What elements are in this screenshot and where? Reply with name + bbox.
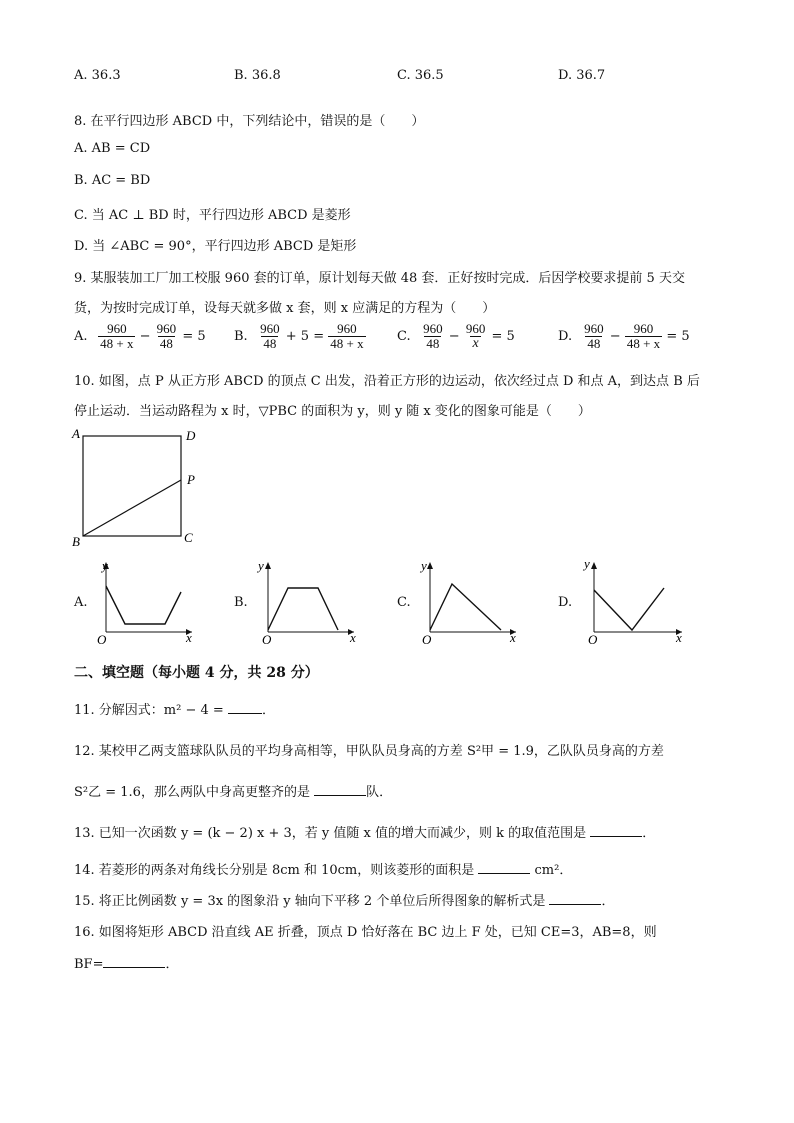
- section-2-title: 二、填空题（每小题 4 分，共 28 分）: [74, 665, 319, 681]
- q9-option-c-label: C.: [397, 329, 411, 344]
- q9-a-fraction-1: $\frac{960}{48 + x}$: [100, 321, 134, 351]
- q8-option-c: C. 当 AC ⊥ BD 时，平行四边形 ABCD 是菱形: [74, 208, 351, 223]
- q12-line2-text: S²乙 = 1.6，那么两队中身高更整齐的是: [74, 785, 310, 800]
- q8-option-d: D. 当 ∠ABC = 90°，平行四边形 ABCD 是矩形: [74, 239, 357, 254]
- q9-c-fraction-1: $\frac{960}{48}$: [423, 321, 443, 351]
- svg-text:O: O: [97, 632, 107, 646]
- q12-answer-blank[interactable]: [314, 784, 366, 796]
- q9-stem-line2: 货，为按时完成订单，设每天就多做 x 套，则 x 应满足的方程为（ ）: [74, 301, 496, 316]
- q9-option-c: [397, 322, 515, 351]
- q7-option-c: C. 36.5: [397, 68, 444, 83]
- q10-graph-d: [578, 556, 688, 646]
- q9-c-minus: −: [448, 329, 460, 344]
- svg-text:x: x: [510, 630, 516, 645]
- q15-answer-blank[interactable]: [549, 893, 601, 905]
- label-a: A: [72, 426, 80, 441]
- q16-period: ．: [165, 957, 179, 972]
- q10-stem-line2: 停止运动．当运动路程为 x 时，▽PBC 的面积为 y，则 y 随 x 变化的图象可能是（ ）: [74, 404, 591, 419]
- q9-c-fraction-2: $\frac{960}{x}$: [465, 321, 486, 351]
- q9-b-fraction-2: $\frac{960}{48 + x}$: [330, 321, 364, 351]
- q9-a-fraction-2: $\frac{960}{48}$: [156, 321, 177, 351]
- q10-graph-b-label: B.: [234, 595, 248, 610]
- svg-text:O: O: [262, 632, 272, 646]
- q7-option-b: B. 36.8: [234, 68, 281, 83]
- q16-line2: [74, 953, 178, 972]
- q11-period: ．: [261, 703, 275, 718]
- q8-option-b: B. AC = BD: [74, 173, 151, 188]
- svg-text:x: x: [350, 630, 356, 645]
- segment-bp: [83, 480, 181, 536]
- q10-graph-a-label: A.: [74, 595, 88, 610]
- svg-text:y: y: [258, 558, 264, 573]
- square-abcd: [83, 436, 181, 536]
- q14-answer-blank[interactable]: [478, 862, 530, 874]
- q14-unit: cm²．: [534, 863, 573, 878]
- q8-option-a: A. AB = CD: [74, 141, 151, 156]
- svg-text:x: x: [186, 630, 192, 645]
- label-p: P: [187, 472, 195, 487]
- q9-d-fraction-1: $\frac{960}{48}$: [584, 321, 604, 351]
- q12-line2: [74, 781, 392, 800]
- q13-period: ．: [642, 826, 656, 841]
- q9-d-equals: = 5: [666, 329, 690, 344]
- q14: [74, 859, 572, 878]
- q12-line1: 12. 某校甲乙两支篮球队队员的平均身高相等，甲队队员身高的方差 S²甲 = 1.9，乙队队员身高的方差: [74, 744, 664, 759]
- q9-option-b-label: B.: [234, 329, 248, 344]
- q11-answer-blank[interactable]: [228, 702, 262, 714]
- q9-a-equals: = 5: [182, 329, 206, 344]
- q11-text: 11. 分解因式：m² − 4 =: [74, 703, 224, 718]
- q10-square-figure: [66, 424, 206, 552]
- q14-text: 14. 若菱形的两条对角线长分别是 8cm 和 10cm，则该菱形的面积是: [74, 863, 475, 878]
- q9-c-equals: = 5: [491, 329, 515, 344]
- q9-stem-line1: 9. 某服装加工厂加工校服 960 套的订单，原计划每天做 48 套．正好按时完成．后因学校要求提前 5 天交: [74, 271, 685, 286]
- q7-option-a: A. 36.3: [74, 68, 121, 83]
- q9-b-fraction-1: $\frac{960}{48}$: [260, 321, 280, 351]
- q13-text: 13. 已知一次函数 y = (k − 2) x + 3，若 y 值随 x 值的增大而减少，则 k 的取值范围是: [74, 826, 587, 841]
- q9-b-plus: + 5 =: [285, 329, 325, 344]
- q16-line2-text: BF=: [74, 957, 104, 972]
- q8-stem: 8. 在平行四边形 ABCD 中，下列结论中，错误的是（ ）: [74, 114, 425, 129]
- q9-a-minus: −: [139, 329, 151, 344]
- label-c: C: [184, 530, 193, 545]
- q16-line1: 16. 如图将矩形 ABCD 沿直线 AE 折叠，顶点 D 恰好落在 BC 边上 F 处，已知 CE=3，AB=8，则: [74, 925, 657, 940]
- q9-option-a-label: A.: [74, 329, 88, 344]
- q13-answer-blank[interactable]: [590, 825, 642, 837]
- q10-graph-b: [254, 556, 364, 646]
- q16-answer-blank[interactable]: [103, 956, 165, 968]
- svg-text:x: x: [676, 630, 682, 645]
- q9-option-b: [234, 322, 366, 351]
- q9-option-d-label: D.: [558, 329, 573, 344]
- q12-line2-suffix: 队．: [366, 785, 393, 800]
- q11: [74, 699, 275, 718]
- q13: [74, 822, 655, 841]
- q10-graph-a: [92, 556, 202, 646]
- q9-option-a: [74, 322, 206, 351]
- q9-d-minus: −: [609, 329, 621, 344]
- q9-d-fraction-2: $\frac{960}{48 + x}$: [626, 321, 661, 351]
- q10-stem-line1: 10. 如图，点 P 从正方形 ABCD 的顶点 C 出发，沿着正方形的边运动，依次经过点 D 和点 A，到达点 B 后: [74, 374, 700, 389]
- q10-graph-c: [416, 556, 526, 646]
- svg-text:y: y: [584, 556, 590, 571]
- q9-option-d: [558, 322, 690, 351]
- svg-text:y: y: [102, 558, 108, 573]
- q15-text: 15. 将正比例函数 y = 3x 的图象沿 y 轴向下平移 2 个单位后所得图象的解析式是: [74, 894, 546, 909]
- label-d: D: [186, 428, 196, 443]
- q10-graph-d-label: D.: [558, 595, 573, 610]
- q15: [74, 890, 614, 909]
- q7-option-d: D. 36.7: [558, 68, 606, 83]
- q15-period: ．: [601, 894, 615, 909]
- svg-text:O: O: [588, 632, 598, 646]
- svg-text:O: O: [422, 632, 432, 646]
- label-b: B: [72, 534, 80, 549]
- q10-graph-c-label: C.: [397, 595, 411, 610]
- svg-text:y: y: [421, 558, 427, 573]
